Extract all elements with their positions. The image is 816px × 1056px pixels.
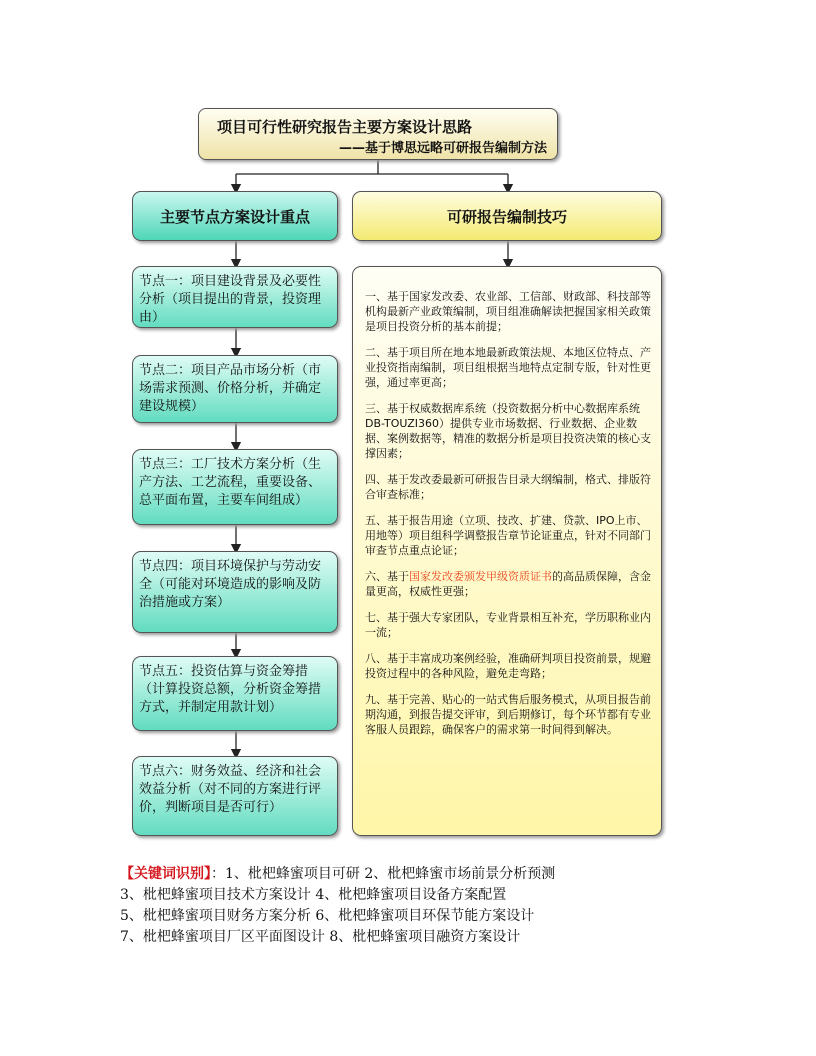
node-6: 节点六：财务效益、经济和社会效益分析（对不同的方案进行评价，判断项目是否可行） (132, 756, 338, 836)
node-1: 节点一：项目建设背景及必要性分析（项目提出的背景，投资理由） (132, 266, 338, 328)
left-column-header: 主要节点方案设计重点 (132, 191, 338, 241)
diagram-title: 项目可行性研究报告主要方案设计思路 (217, 118, 473, 136)
keywords-line-4: 7、枇杷蜂蜜项目厂区平面图设计 8、枇杷蜂蜜项目融资方案设计 (120, 929, 521, 945)
keywords-line-1 (120, 864, 555, 885)
tip-6-highlight-link[interactable]: 国家发改委颁发甲级资质证书 (409, 570, 552, 583)
tip-2: 二、基于项目所在地本地最新政策法规、本地区位特点、产业投资指南编制，项目组根据当地特点定制专版，针对性更强，通过率更高； (365, 346, 651, 389)
tip-1: 一、基于国家发改委、农业部、工信部、财政部、科技部等机构最新产业政策编制，项目组准确解读把握国家相关政策是项目投资分析的基本前提； (365, 290, 651, 333)
tip-4: 四、基于发改委最新可研报告目录大纲编制，格式、排版符合审查标准； (365, 473, 651, 501)
node-4: 节点四：项目环境保护与劳动安全（可能对环境造成的影响及防治措施或方案） (132, 551, 338, 633)
keywords-section (120, 864, 555, 948)
tip-6-prefix: 六、基于 (365, 570, 409, 583)
keywords-text-1: 1、枇杷蜂蜜项目可研 2、枇杷蜂蜜市场前景分析预测 (225, 866, 556, 882)
node-5: 节点五：投资估算与资金筹措（计算投资总额，分析资金筹措方式，并制定用款计划） (132, 656, 338, 731)
keywords-separator: ： (211, 866, 225, 882)
diagram-subtitle: ——基于博思远略可研报告编制方法 (338, 141, 547, 156)
node-2: 节点二：项目产品市场分析（市场需求预测、价格分析，并确定建设规模） (132, 355, 338, 423)
tip-8: 八、基于丰富成功案例经验，准确研判项目投资前景，规避投资过程中的各种风险，避免走弯路； (365, 652, 651, 680)
keywords-line-2: 3、枇杷蜂蜜项目技术方案设计 4、枇杷蜂蜜项目设备方案配置 (120, 887, 507, 903)
keywords-line-3: 5、枇杷蜂蜜项目财务方案分析 6、枇杷蜂蜜项目环保节能方案设计 (120, 908, 535, 924)
keywords-label: 【关键词识别】 (120, 866, 211, 882)
tips-panel (352, 266, 662, 836)
tip-6 (365, 569, 655, 599)
tip-9: 九、基于完善、贴心的一站式售后服务模式，从项目报告前期沟通，到报告提交评审，到后期修订，每个环节都有专业客服人员跟踪，确保客户的需求第一时间得到解决。 (365, 693, 651, 736)
tip-3: 三、基于权威数据库系统（投资数据分析中心数据库系统DB-TOUZI360）提供专业市场数据、行业数据、企业数据、案例数据等，精准的数据分析是项目投资决策的核心支撑因素； (365, 402, 651, 460)
title-connector (236, 160, 508, 174)
tip-7: 七、基于强大专家团队，专业背景相互补充，学历职称业内一流； (365, 611, 651, 639)
tip-6-suffix: 的高品质保障，含金量更高，权威性更强； (365, 570, 651, 598)
node-3: 节点三：工厂技术方案分析（生产方法、工艺流程，重要设备、总平面布置，主要车间组成） (132, 449, 338, 525)
right-column-header: 可研报告编制技巧 (352, 191, 662, 241)
diagram-title-box (198, 108, 558, 160)
tip-5: 五、基于报告用途（立项、技改、扩建、贷款、IPO上市、用地等）项目组科学调整报告章节论证重点，针对不同部门审查节点重点论证； (365, 514, 651, 557)
